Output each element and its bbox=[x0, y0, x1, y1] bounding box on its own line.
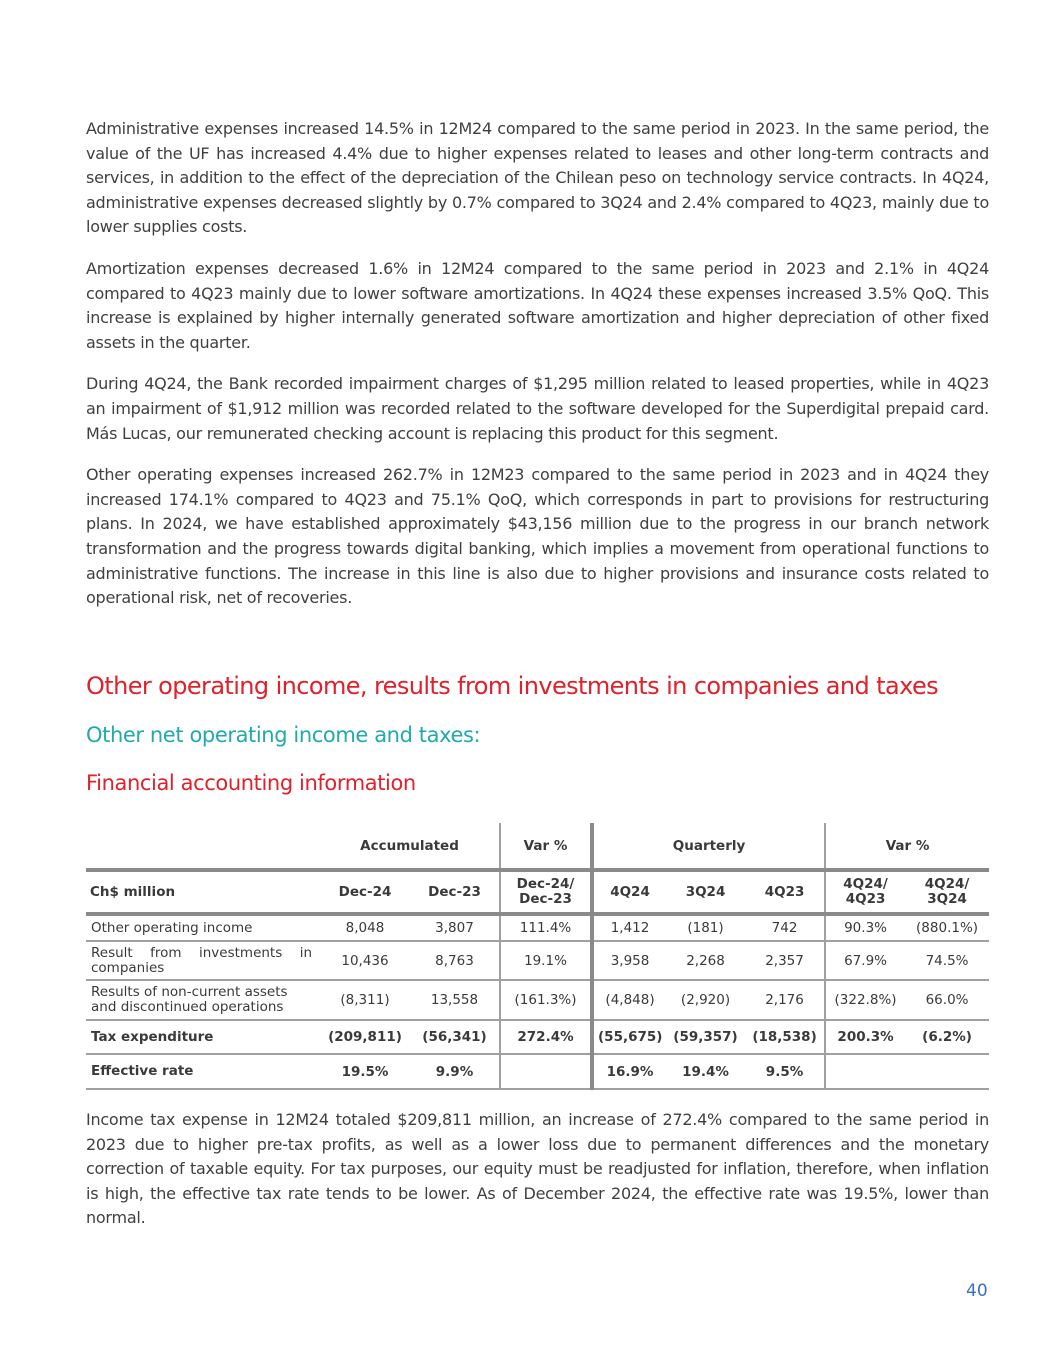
header-3q24: 3Q24 bbox=[666, 870, 745, 914]
cell-var-4q23: 90.3% bbox=[825, 914, 905, 941]
empty-header-cell bbox=[86, 823, 320, 870]
header-var-dec: Dec-24/ Dec-23 bbox=[500, 870, 592, 914]
cell-dec24: (209,811) bbox=[320, 1020, 410, 1054]
table-row bbox=[86, 1054, 989, 1089]
header-4q24: 4Q24 bbox=[592, 870, 666, 914]
cell-var-3q24: (880.1%) bbox=[905, 914, 989, 941]
cell-var-dec bbox=[500, 1054, 592, 1089]
header-var-accumulated: Var % bbox=[500, 823, 592, 870]
row-label: Tax expenditure bbox=[86, 1020, 320, 1054]
cell-var-dec: 111.4% bbox=[500, 914, 592, 941]
cell-3q24: 2,268 bbox=[666, 941, 745, 980]
cell-var-3q24: 74.5% bbox=[905, 941, 989, 980]
body-text-block bbox=[86, 117, 989, 628]
cell-var-4q23 bbox=[825, 1054, 905, 1089]
cell-3q24: (2,920) bbox=[666, 980, 745, 1020]
header-4q23: 4Q23 bbox=[745, 870, 825, 914]
cell-dec24: 10,436 bbox=[320, 941, 410, 980]
cell-4q24: (4,848) bbox=[592, 980, 666, 1020]
paragraph-amortization-expenses: Amortization expenses decreased 1.6% in 12M24 compared to the same period in 2023 and 2.1% in 4Q24 compared to 4Q23 mainly due to lower software amortizations. In 4Q24 these expenses increased 3.5% QoQ. This increase is explained by higher internally generated software amortization and higher depreciation of other fixed assets in the quarter. bbox=[86, 258, 989, 352]
cell-dec23: 3,807 bbox=[410, 914, 500, 941]
cell-4q24: (55,675) bbox=[592, 1020, 666, 1054]
cell-var-dec: (161.3%) bbox=[500, 980, 592, 1020]
cell-var-3q24 bbox=[905, 1054, 989, 1089]
cell-dec23: 9.9% bbox=[410, 1054, 500, 1089]
table-row bbox=[86, 914, 989, 941]
paragraph-income-tax: Income tax expense in 12M24 totaled $209,811 million, an increase of 272.4% compared to the same period in 2023 due to higher pre-tax profits, as well as a lower loss due to permanent differences and the monetary correction of taxable equity. For tax purposes, our equity must be readjusted for inflation, therefore, when inflation is high, the effective tax rate tends to be lower. As of December 2024, the effective rate was 19.5%, lower than normal. bbox=[86, 1110, 989, 1228]
closing-text-block bbox=[86, 1108, 989, 1248]
cell-dec23: 13,558 bbox=[410, 980, 500, 1020]
header-var-4q24-4q23: 4Q24/ 4Q23 bbox=[825, 870, 905, 914]
cell-3q24: (59,357) bbox=[666, 1020, 745, 1054]
header-ch-million: Ch$ million bbox=[86, 870, 320, 914]
table-title: Financial accounting information bbox=[86, 771, 416, 795]
page-number: 40 bbox=[966, 1281, 988, 1301]
header-dec23: Dec-23 bbox=[410, 870, 500, 914]
cell-var-4q23: 67.9% bbox=[825, 941, 905, 980]
cell-3q24: 19.4% bbox=[666, 1054, 745, 1089]
row-label: Result from investments in companies bbox=[86, 941, 320, 980]
row-label: Other operating income bbox=[86, 914, 320, 941]
header-var-4q24-3q24: 4Q24/ 3Q24 bbox=[905, 870, 989, 914]
cell-var-3q24: 66.0% bbox=[905, 980, 989, 1020]
cell-3q24: (181) bbox=[666, 914, 745, 941]
table-row bbox=[86, 1020, 989, 1054]
cell-dec23: (56,341) bbox=[410, 1020, 500, 1054]
cell-4q24: 3,958 bbox=[592, 941, 666, 980]
subsection-heading: Other net operating income and taxes: bbox=[86, 723, 481, 747]
cell-var-4q23: (322.8%) bbox=[825, 980, 905, 1020]
cell-dec24: 8,048 bbox=[320, 914, 410, 941]
paragraph-other-operating-expenses: Other operating expenses increased 262.7% in 12M23 compared to the same period in 2023 and in 4Q24 they increased 174.1% compared to 4Q23 and 75.1% QoQ, which corresponds in part to provisions for restructuring plans. In 2024, we have established approximately $43,156 million due to the progress in our branch network transformation and the progress towards digital banking, which implies a movement from operational functions to administrative functions. The increase in this line is also due to higher provisions and insurance costs related to operational risk, net of recoveries. bbox=[86, 465, 989, 608]
table-row bbox=[86, 980, 989, 1020]
cell-4q24: 16.9% bbox=[592, 1054, 666, 1089]
group-header-row bbox=[86, 823, 989, 870]
header-quarterly: Quarterly bbox=[592, 823, 825, 870]
column-header-row bbox=[86, 870, 989, 914]
cell-dec24: (8,311) bbox=[320, 980, 410, 1020]
cell-4q23: 742 bbox=[745, 914, 825, 941]
cell-4q24: 1,412 bbox=[592, 914, 666, 941]
header-accumulated: Accumulated bbox=[320, 823, 500, 870]
paragraph-impairment: During 4Q24, the Bank recorded impairment charges of $1,295 million related to leased properties, while in 4Q23 an impairment of $1,912 million was recorded related to the software developed for the Superdigital prepaid card. Más Lucas, our remunerated checking account is replacing this product for this segment. bbox=[86, 374, 989, 443]
cell-var-4q23: 200.3% bbox=[825, 1020, 905, 1054]
cell-4q23: 9.5% bbox=[745, 1054, 825, 1089]
row-label: Results of non-current assets and discontinued operations bbox=[86, 980, 320, 1020]
paragraph-administrative-expenses: Administrative expenses increased 14.5% in 12M24 compared to the same period in 2023. In the same period, the value of the UF has increased 4.4% due to higher expenses related to leases and other long-term contracts and services, in addition to the effect of the depreciation of the Chilean peso on technology service contracts. In 4Q24, administrative expenses decreased slightly by 0.7% compared to 3Q24 and 2.4% compared to 4Q23, mainly due to lower supplies costs. bbox=[86, 119, 989, 237]
cell-dec24: 19.5% bbox=[320, 1054, 410, 1089]
cell-var-dec: 272.4% bbox=[500, 1020, 592, 1054]
header-dec24: Dec-24 bbox=[320, 870, 410, 914]
cell-4q23: 2,176 bbox=[745, 980, 825, 1020]
cell-dec23: 8,763 bbox=[410, 941, 500, 980]
cell-var-dec: 19.1% bbox=[500, 941, 592, 980]
cell-4q23: (18,538) bbox=[745, 1020, 825, 1054]
cell-var-3q24: (6.2%) bbox=[905, 1020, 989, 1054]
cell-4q23: 2,357 bbox=[745, 941, 825, 980]
section-heading: Other operating income, results from investments in companies and taxes bbox=[86, 672, 939, 700]
header-var-quarterly: Var % bbox=[825, 823, 989, 870]
table-row bbox=[86, 941, 989, 980]
financial-table bbox=[86, 823, 989, 1090]
row-label: Effective rate bbox=[86, 1054, 320, 1089]
